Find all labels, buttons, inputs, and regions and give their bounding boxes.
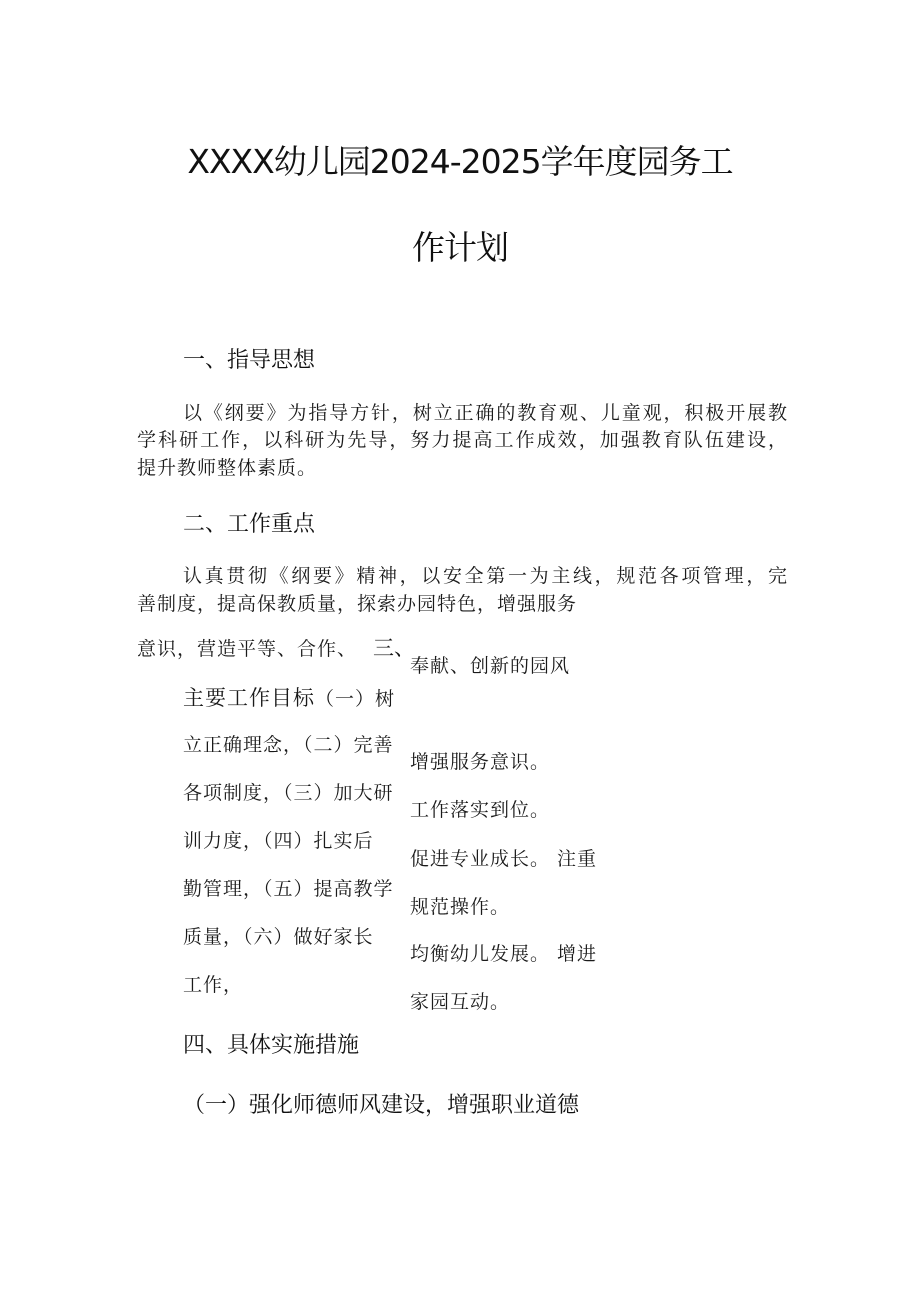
paragraph-line: 善制度，提高保教质量，探索办园特色，增强服务 xyxy=(137,593,578,615)
paragraph-line: 以《纲要》为指导方针，树立正确的教育观、儿童观，积极开展教 xyxy=(183,402,788,424)
goal-outcome: 均衡幼儿发展。 增进 xyxy=(410,943,598,965)
section-heading-number-three: 三、 xyxy=(373,636,415,660)
goal-item: 勤管理，（五）提高教学 xyxy=(183,878,394,900)
section-heading-guiding-ideology: 一、指导思想 xyxy=(183,348,316,373)
goal-item: 工作， xyxy=(183,974,244,996)
goals-heading-line xyxy=(183,682,395,712)
goal-item: 训力度，（四）扎实后 xyxy=(183,830,374,852)
goal-outcome: 促进专业成长。 注重 xyxy=(410,848,598,870)
goal-outcome: 规范操作。 xyxy=(410,896,511,918)
goal-item: （一）树 xyxy=(315,688,396,710)
paragraph-line: 认真贯彻《纲要》精神，以安全第一为主线，规范各项管理，完 xyxy=(183,565,788,587)
paragraph-line: 提升教师整体素质。 xyxy=(137,457,318,479)
goal-outcome: 家园互动。 xyxy=(410,991,511,1013)
document-title-line-1: XXXX幼儿园2024-2025学年度园务工 xyxy=(187,142,733,181)
goal-item: 质量，（六）做好家长 xyxy=(183,926,374,948)
subsection-heading-ethics: （一）强化师德师风建设，增强职业道德 xyxy=(183,1093,580,1118)
section-heading-main-goals: 主要工作目标 xyxy=(183,686,315,710)
paragraph-line: 意识，营造平等、合作、 xyxy=(137,638,358,660)
section-heading-implementation: 四、具体实施措施 xyxy=(183,1033,360,1058)
section-heading-work-focus: 二、工作重点 xyxy=(183,512,316,537)
goal-item: 各项制度，（三）加大研 xyxy=(183,782,394,804)
goal-item: 立正确理念，（二）完善 xyxy=(183,734,394,756)
paragraph-line: 学科研工作，以科研为先导，努力提高工作成效，加强教育队伍建设， xyxy=(137,429,788,451)
paragraph-line: 奉献、创新的园风 xyxy=(410,655,571,677)
document-title-line-2: 作计划 xyxy=(412,228,508,267)
goal-outcome: 工作落实到位。 xyxy=(410,799,551,821)
goal-outcome: 增强服务意识。 xyxy=(410,751,551,773)
